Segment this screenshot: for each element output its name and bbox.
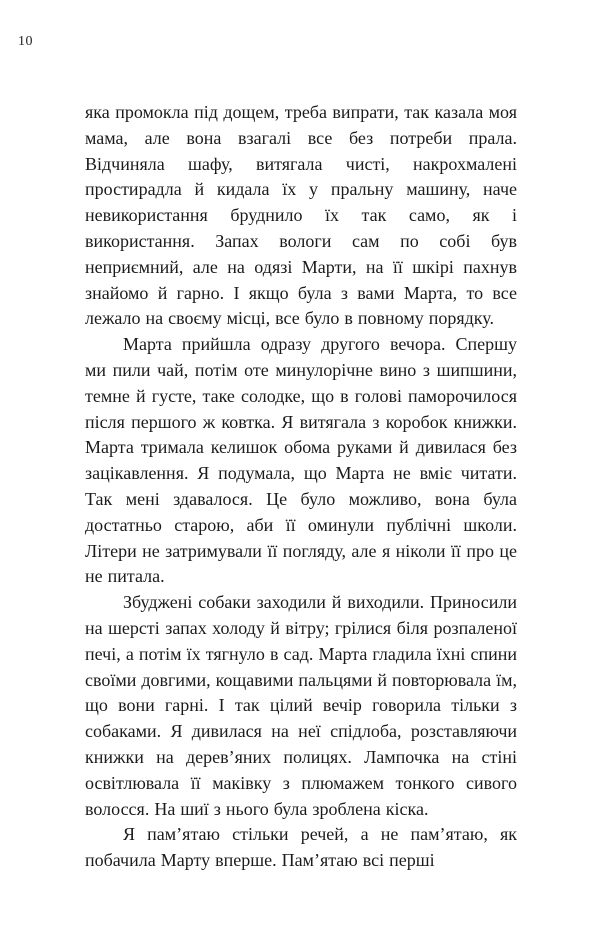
body-text (85, 100, 517, 874)
paragraph: яка промокла під дощем, треба випрати, так казала моя мама, але вона взагалі все без потреби прала. Відчиняла шафу, витягала чисті, накрохмалені простирадла й кидала їх у пральну машину, наче невикористання бруднило їх так само, як і використання. Запах вологи сам по собі був неприємний, але на одязі Марти, на її шкірі пахнув знайомо й гарно. І якщо була з вами Марта, то все лежало на своєму місці, все було в повному порядку. (85, 102, 517, 329)
paragraph: Марта прийшла одразу другого вечора. Спершу ми пили чай, потім оте минулорічне вино з шипшини, темне й густе, таке солодке, що в голові паморочилося після першого ж ковтка. Я витягала з коробок книжки. Марта тримала келишок обома руками й дивилася без зацікавлення. Я подумала, що Марта не вміє читати. Так мені здавалося. Це було можливо, вона була достатньо старою, аби її оминули публічні школи. Літери не затримували її погляду, але я ніколи її про це не питала. (85, 334, 517, 587)
paragraph: Я пам’ятаю стільки речей, а не пам’ятаю, як побачила Марту вперше. Пам’ятаю всі перші (85, 824, 517, 871)
page-number: 10 (18, 34, 33, 49)
paragraph: Збуджені собаки заходили й виходили. Приносили на шерсті запах холоду й вітру; грілися біля розпаленої печі, а потім їх тягнуло в сад. Марта гладила їхні спини своїми довгими, кощавими пальцями й повторювала їм, що вони гарні. І так цілий вечір говорила тільки з собаками. Я дивилася на неї спідлоба, розставляючи книжки на дерев’яних полицях. Лампочка на стіні освітлювала її маківку з плюмажем тонкого сивого волосся. На шиї з нього була зроблена кіска. (85, 592, 517, 819)
